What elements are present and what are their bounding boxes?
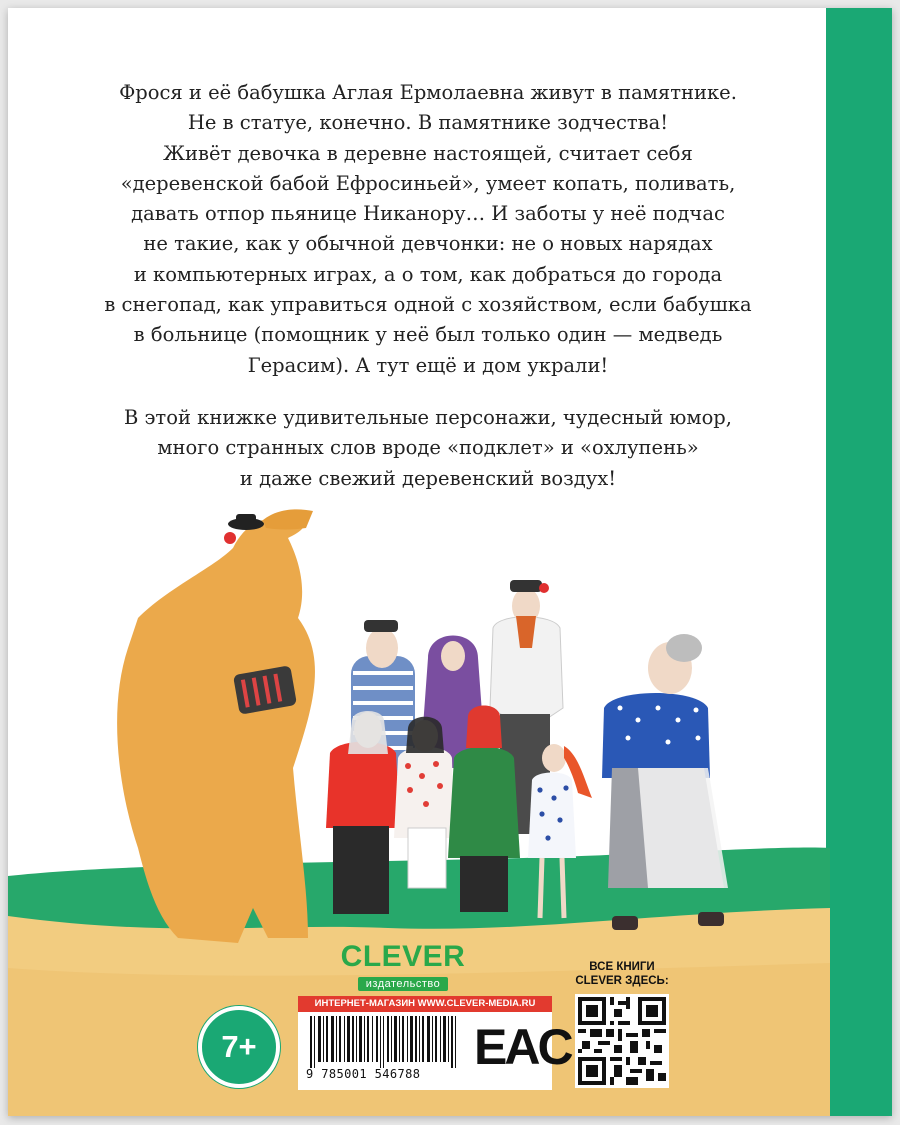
barcode-icon — [306, 1016, 466, 1068]
qr-code-icon[interactable] — [575, 994, 669, 1088]
isbn-number: 9 785001 546788 — [306, 1067, 421, 1081]
qr-caption: ВСЕ КНИГИ CLEVER ЗДЕСЬ: — [575, 961, 669, 987]
online-shop-url: ИНТЕРНЕТ-МАГАЗИН WWW.CLEVER-MEDIA.RU — [298, 996, 552, 1012]
publisher-logo — [328, 942, 478, 991]
book-back-cover — [8, 8, 892, 1116]
qr-section — [560, 960, 684, 1088]
grandma-aglaya — [602, 634, 728, 930]
description-paragraph-1: Фрося и её бабушка Аглая Ермолаевна живут в памятнике. Не в статуе, конечно. В памятнике зодчества! Живёт девочка в деревне настоящей, считает себя «деревенской бабой Ефросиньей», умеет копать, поливать, давать отпор пьянице Никанору… И заботы у неё подчас не такие, как у обычной девчонки: не о новых нарядах и компьютерных играх, а о том, как добраться до города в снегопад, как управиться одной с хозяйством, если бабушка в больнице (помощник у неё был только один — медведь Герасим). А тут ещё и дом украли! — [104, 81, 752, 377]
bear-gerasim — [117, 509, 315, 943]
description-paragraph-2: В этой книжке удивительные персонажи, чудесный юмор, много странных слов вроде «подклет» и «охлупень» и даже свежий деревенский воздух! — [123, 405, 732, 490]
publisher-logo-text: CLEVER — [340, 940, 466, 973]
barcode-panel — [298, 996, 571, 1090]
age-rating-badge: 7+ — [198, 1006, 280, 1088]
green-spine-strip — [826, 8, 892, 1116]
book-description — [88, 78, 768, 494]
eac-mark-icon: EAC — [474, 1019, 571, 1075]
publisher-logo-subtitle: издательство — [358, 977, 448, 991]
